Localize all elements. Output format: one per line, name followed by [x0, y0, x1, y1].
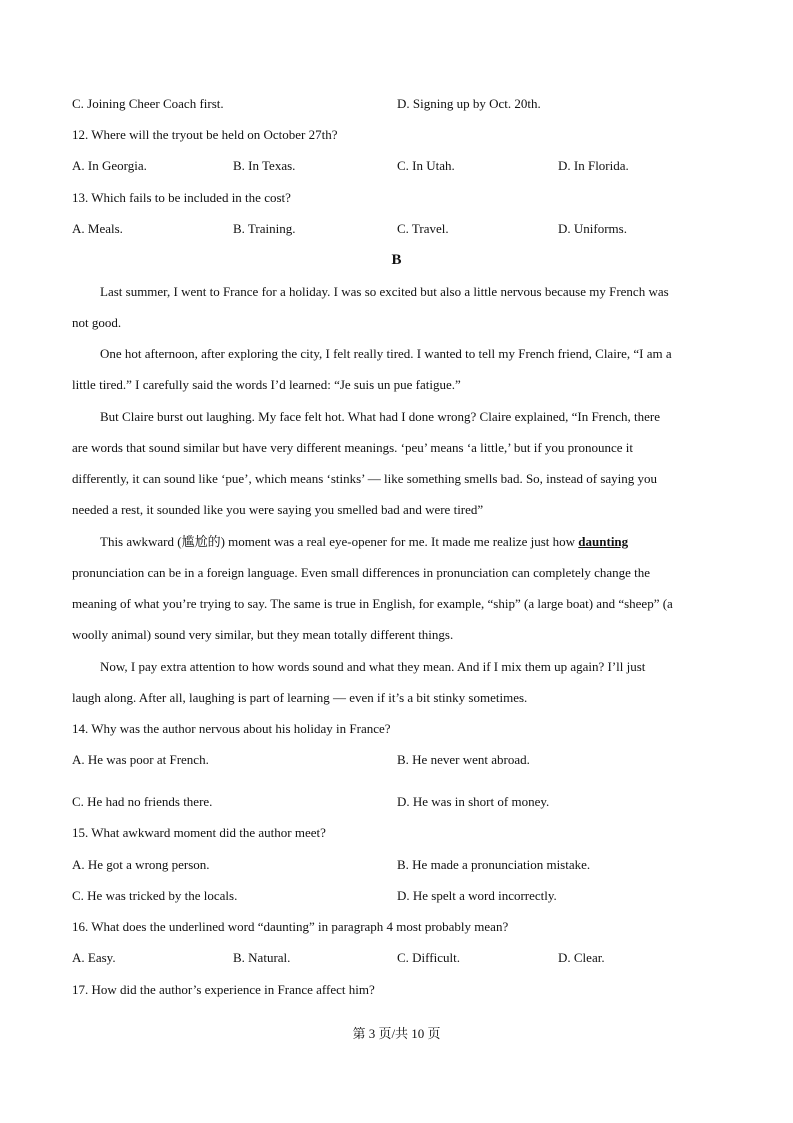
- q12-option-c: C. In Utah.: [397, 158, 455, 173]
- q13-option-c: C. Travel.: [397, 221, 449, 236]
- underlined-word-daunting: daunting: [578, 534, 629, 549]
- q15-option-d: D. He spelt a word incorrectly.: [397, 888, 557, 903]
- q15-option-b: B. He made a pronunciation mistake.: [397, 857, 591, 872]
- passage-p4-line4: woolly animal) sound very similar, but they mean totally different things.: [72, 627, 454, 642]
- passage-p5-line1: Now, I pay extra attention to how words sound and what they mean. And if I mix them up again? I’ll just: [100, 659, 646, 674]
- passage-p3-line3: differently, it can sound like ‘pue’, which means ‘stinks’ — like something smells bad. So, instead of saying you: [72, 471, 658, 486]
- q12-stem: 12. Where will the tryout be held on October 27th?: [72, 127, 338, 142]
- q13-option-d: D. Uniforms.: [558, 221, 627, 236]
- q16-option-d: D. Clear.: [558, 950, 605, 965]
- q13-option-b: B. Training.: [233, 221, 296, 236]
- q12-option-b: B. In Texas.: [233, 158, 296, 173]
- passage-p3-line1: But Claire burst out laughing. My face felt hot. What had I done wrong? Claire explained, “In French, there: [100, 409, 661, 424]
- passage-p4-line2: pronunciation can be in a foreign language. Even small differences in pronunciation can completely change the: [72, 565, 651, 580]
- q14-stem: 14. Why was the author nervous about his holiday in France?: [72, 721, 391, 736]
- q11-option-c: C. Joining Cheer Coach first.: [72, 96, 224, 111]
- q14-option-d: D. He was in short of money.: [397, 794, 550, 809]
- passage-p4-line1: [100, 534, 628, 550]
- page-footer: 第 3 页/共 10 页: [352, 1026, 441, 1041]
- q12-option-a: A. In Georgia.: [72, 158, 147, 173]
- q12-option-d: D. In Florida.: [558, 158, 629, 173]
- passage-p4-line1-text: This awkward (尴尬的) moment was a real eye-opener for me. It made me realize just how: [100, 534, 579, 549]
- section-heading: B: [391, 252, 402, 268]
- passage-p3-line4: needed a rest, it sounded like you were saying you smelled bad and were tired”: [72, 502, 484, 517]
- passage-p5-line2: laugh along. After all, laughing is part of learning — even if it’s a bit stinky sometimes.: [72, 690, 528, 705]
- passage-p3-line2: are words that sound similar but have very different meanings. ‘peu’ means ‘a little,’ but if you pronounce it: [72, 440, 634, 455]
- q13-option-a: A. Meals.: [72, 221, 123, 236]
- q15-stem: 15. What awkward moment did the author meet?: [72, 825, 326, 840]
- q13-stem: 13. Which fails to be included in the cost?: [72, 190, 291, 205]
- q15-option-a: A. He got a wrong person.: [72, 857, 210, 872]
- q14-option-a: A. He was poor at French.: [72, 752, 209, 767]
- q16-option-c: C. Difficult.: [397, 950, 460, 965]
- q17-stem: 17. How did the author’s experience in France affect him?: [72, 982, 375, 997]
- passage-p1-line1: Last summer, I went to France for a holiday. I was so excited but also a little nervous because my French was: [100, 284, 669, 299]
- passage-p4-line3: meaning of what you’re trying to say. The same is true in English, for example, “ship” (a large boat) and “sheep” (a: [72, 596, 673, 611]
- passage-p2-line2: little tired.” I carefully said the words I’d learned: “Je suis un pue fatigue.”: [72, 377, 461, 392]
- q15-option-c: C. He was tricked by the locals.: [72, 888, 238, 903]
- q11-option-d: D. Signing up by Oct. 20th.: [397, 96, 541, 111]
- q14-option-b: B. He never went abroad.: [397, 752, 530, 767]
- q14-option-c: C. He had no friends there.: [72, 794, 213, 809]
- passage-p2-line1: One hot afternoon, after exploring the city, I felt really tired. I wanted to tell my French friend, Claire, “I am a: [100, 346, 672, 361]
- q16-option-a: A. Easy.: [72, 950, 116, 965]
- q16-stem: 16. What does the underlined word “daunting” in paragraph 4 most probably mean?: [72, 919, 509, 934]
- q16-option-b: B. Natural.: [233, 950, 291, 965]
- passage-p1-line2: not good.: [72, 315, 122, 330]
